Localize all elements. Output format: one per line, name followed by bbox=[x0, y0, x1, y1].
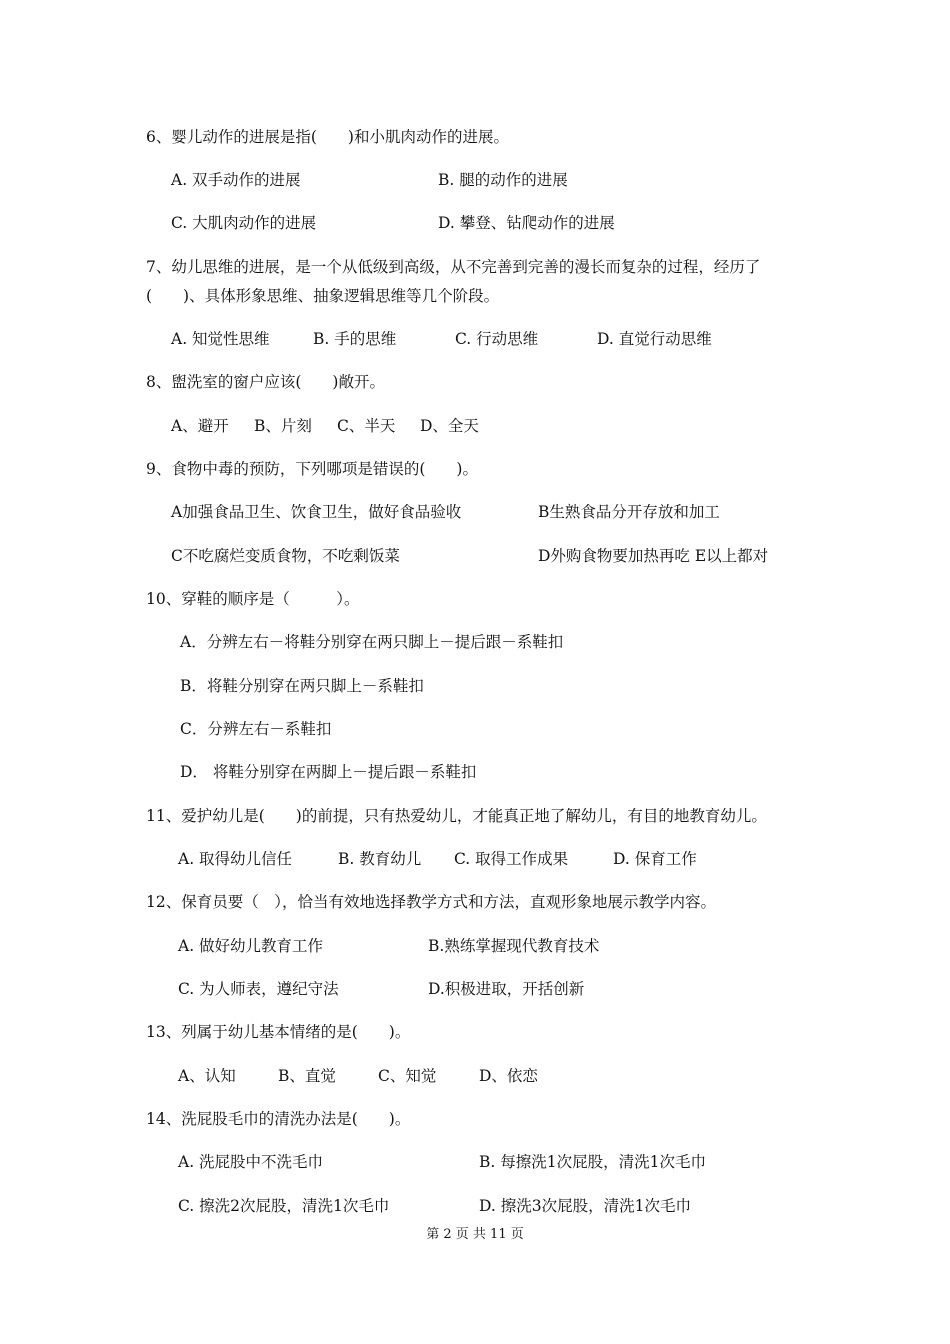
question-12-option-c: C. 为人师表，遵纪守法 bbox=[178, 980, 339, 998]
question-8-option-d: D、全天 bbox=[420, 417, 479, 435]
question-11-option-c: C. 取得工作成果 bbox=[454, 850, 569, 868]
question-9-option-c: C不吃腐烂变质食物，不吃剩饭菜 bbox=[171, 547, 400, 565]
question-10-stem: 10、穿鞋的顺序是（ ）。 bbox=[146, 590, 360, 608]
question-6-option-c: C. 大肌肉动作的进展 bbox=[171, 214, 317, 232]
question-7-option-a: A. 知觉性思维 bbox=[171, 330, 270, 348]
question-14-option-b: B. 每擦洗1次屁股，清洗1次毛巾 bbox=[479, 1153, 706, 1171]
question-14-stem: 14、洗屁股毛巾的清洗办法是( )。 bbox=[146, 1110, 411, 1128]
question-12-option-b: B.熟练掌握现代教育技术 bbox=[428, 937, 600, 955]
question-10-option-b: B．将鞋分别穿在两只脚上－系鞋扣 bbox=[180, 677, 424, 695]
question-9-option-d: D外购食物要加热再吃 E以上都对 bbox=[538, 547, 769, 565]
question-13-option-c: C、知觉 bbox=[378, 1067, 437, 1085]
page-footer: 第 2 页 共 11 页 bbox=[426, 1227, 524, 1242]
question-7-option-b: B. 手的思维 bbox=[313, 330, 397, 348]
question-11-option-d: D. 保育工作 bbox=[613, 850, 697, 868]
question-14-option-a: A. 洗屁股中不洗毛巾 bbox=[178, 1153, 324, 1171]
question-10-option-c: C．分辨左右－系鞋扣 bbox=[180, 720, 332, 738]
question-13-stem: 13、列属于幼儿基本情绪的是( )。 bbox=[146, 1023, 411, 1041]
question-12-option-a: A. 做好幼儿教育工作 bbox=[178, 937, 324, 955]
question-8-option-b: B、片刻 bbox=[254, 417, 312, 435]
question-8-option-a: A、避开 bbox=[171, 417, 229, 435]
question-7-option-d: D. 直觉行动思维 bbox=[597, 330, 712, 348]
question-7-stem-line-1: 7、幼儿思维的进展，是一个从低级到高级，从不完善到完善的漫长而复杂的过程，经历了 bbox=[146, 258, 761, 276]
question-11-stem: 11、爱护幼儿是( )的前提，只有热爱幼儿，才能真正地了解幼儿，有目的地教育幼儿。 bbox=[146, 807, 767, 825]
question-11-option-b: B. 教育幼儿 bbox=[338, 850, 422, 868]
question-6-option-d: D. 攀登、钻爬动作的进展 bbox=[438, 214, 615, 232]
question-7-stem-line-2: ( )、具体形象思维、抽象逻辑思维等几个阶段。 bbox=[146, 287, 500, 305]
question-10-option-d: D． 将鞋分别穿在两脚上－提后跟－系鞋扣 bbox=[180, 763, 477, 781]
question-8-stem: 8、盥洗室的窗户应该( )敞开。 bbox=[146, 373, 385, 391]
question-12-stem: 12、保育员要（ ），恰当有效地选择教学方式和方法，直观形象地展示教学内容。 bbox=[146, 893, 716, 911]
question-11-option-a: A. 取得幼儿信任 bbox=[178, 850, 293, 868]
question-14-option-c: C. 擦洗2次屁股，清洗1次毛巾 bbox=[178, 1197, 390, 1215]
question-13-option-b: B、直觉 bbox=[278, 1067, 336, 1085]
question-13-option-d: D、依恋 bbox=[479, 1067, 538, 1085]
question-9-option-b: B生熟食品分开存放和加工 bbox=[538, 503, 720, 521]
question-6-stem: 6、婴儿动作的进展是指( )和小肌肉动作的进展。 bbox=[146, 128, 509, 146]
question-10-option-a: A．分辨左右－将鞋分别穿在两只脚上－提后跟－系鞋扣 bbox=[180, 633, 564, 651]
question-6-option-a: A. 双手动作的进展 bbox=[171, 171, 301, 189]
question-12-option-d: D.积极进取，开括创新 bbox=[428, 980, 585, 998]
question-6-option-b: B. 腿的动作的进展 bbox=[438, 171, 568, 189]
question-9-option-a: A加强食品卫生、饮食卫生，做好食品验收 bbox=[171, 503, 462, 521]
question-13-option-a: A、认知 bbox=[178, 1067, 236, 1085]
question-14-option-d: D. 擦洗3次屁股，清洗1次毛巾 bbox=[479, 1197, 691, 1215]
question-7-option-c: C. 行动思维 bbox=[455, 330, 539, 348]
question-9-stem: 9、食物中毒的预防，下列哪项是错误的( )。 bbox=[146, 460, 478, 478]
question-8-option-c: C、半天 bbox=[337, 417, 396, 435]
